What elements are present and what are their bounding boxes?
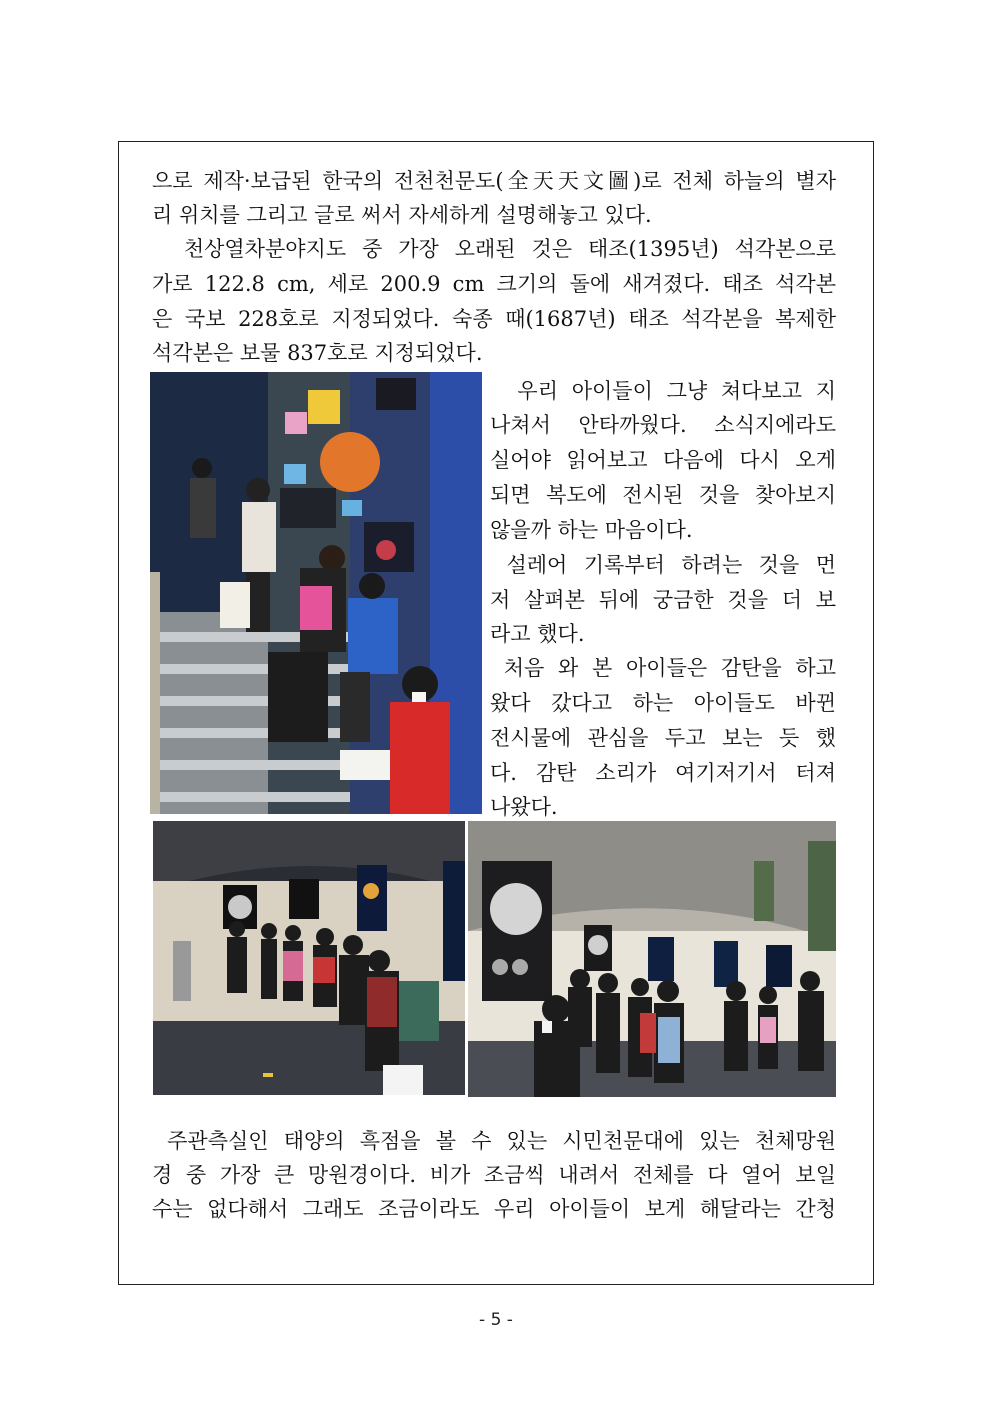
text-line: 으로 제작·보급된 한국의 전천천문도(全天天文圖)로 전체 하늘의 별자	[152, 169, 836, 193]
side-text-line: 나왔다.	[490, 795, 558, 819]
side-text-line: 다. 감탄 소리가 여기저기서 터져	[490, 761, 836, 785]
side-text-line: 우리 아이들이 그냥 쳐다보고 지	[490, 379, 836, 403]
text-line: 천상열차분야지도 중 가장 오래된 것은 태조(1395년) 석각본으로	[152, 237, 836, 261]
side-text-line: 않을까 하는 마음이다.	[490, 518, 693, 542]
text-line: 수는 없다해서 그래도 조금이라도 우리 아이들이 보게 해달라는 간청	[152, 1197, 836, 1221]
photo-exhibition-left	[153, 821, 465, 1095]
side-text-line: 설레어 기록부터 하려는 것을 먼	[490, 553, 836, 577]
text-line: 은 국보 228호로 지정되었다. 숙종 때(1687년) 태조 석각본을 복제한	[152, 307, 836, 331]
text-line: 가로 122.8 cm, 세로 200.9 cm 크기의 돌에 새겨졌다. 태조 석각본	[152, 272, 836, 296]
page-number: - 5 -	[479, 1310, 513, 1330]
side-text-line: 나쳐서 안타까웠다. 소식지에라도	[490, 413, 836, 437]
side-text-line: 전시물에 관심을 두고 보는 듯 했	[490, 726, 836, 750]
side-text-line: 처음 와 본 아이들은 감탄을 하고	[490, 656, 836, 680]
text-line: 석각본은 보물 837호로 지정되었다.	[152, 341, 483, 365]
side-text-line: 저 살펴본 뒤에 궁금한 것을 더 보	[490, 588, 836, 612]
side-text-line: 되면 복도에 전시된 것을 찾아보지	[490, 483, 836, 507]
photo-stairs	[150, 372, 482, 814]
text-line: 리 위치를 그리고 글로 써서 자세하게 설명해놓고 있다.	[152, 203, 652, 227]
side-text-line: 왔다 갔다고 하는 아이들도 바뀐	[490, 691, 836, 715]
text-line: 주관측실인 태양의 흑점을 볼 수 있는 시민천문대에 있는 천체망원	[152, 1129, 836, 1153]
text-line: 경 중 가장 큰 망원경이다. 비가 조금씩 내려서 전체를 다 열어 보일	[152, 1163, 836, 1187]
side-text-line: 라고 했다.	[490, 622, 585, 646]
photo-exhibition-right	[468, 821, 836, 1097]
side-text-line: 실어야 읽어보고 다음에 다시 오게	[490, 448, 836, 472]
